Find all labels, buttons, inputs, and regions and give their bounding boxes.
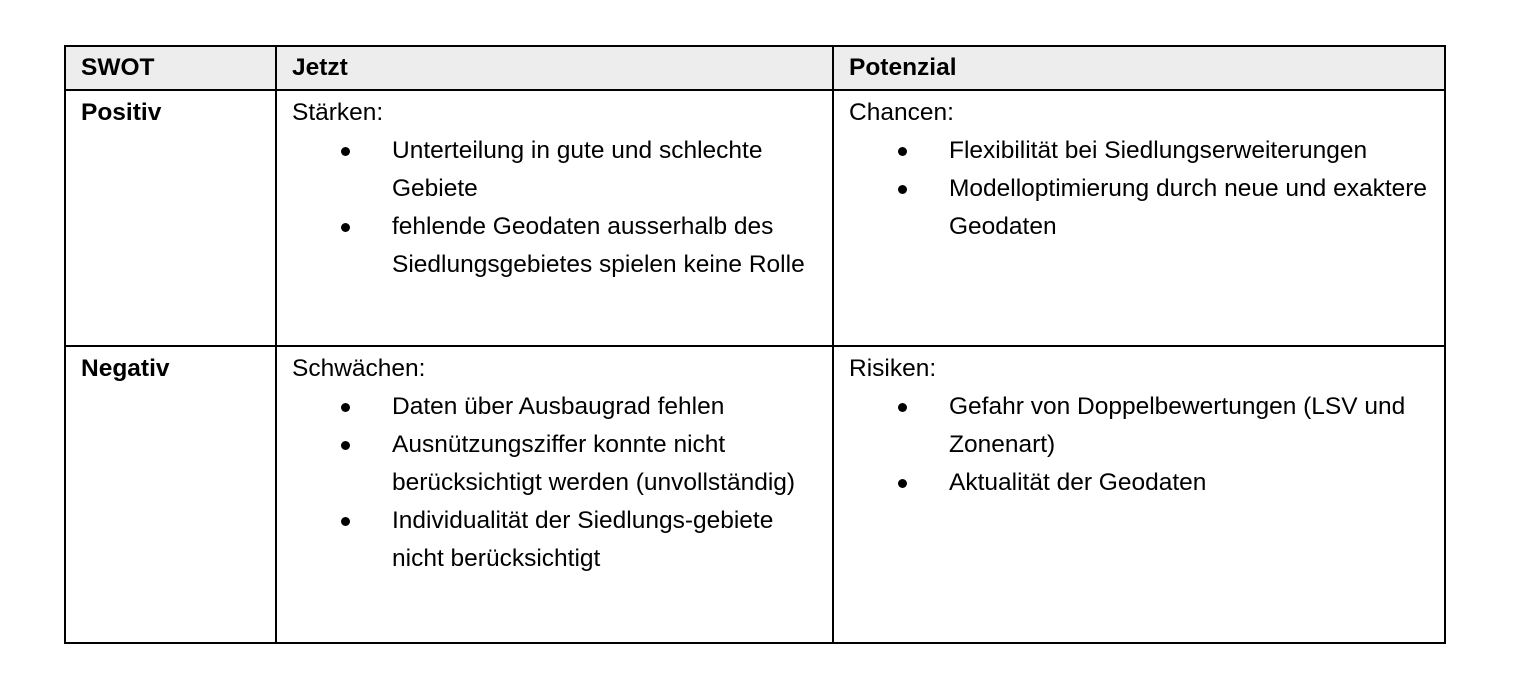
list-item-text: Daten über Ausbaugrad fehlen — [392, 393, 725, 420]
list-item — [392, 388, 822, 426]
list-item — [392, 426, 822, 502]
cell-schwaechen — [276, 346, 833, 643]
list-item — [949, 388, 1434, 464]
list-item-text: Aktualität der Geodaten — [949, 469, 1207, 496]
list-staerken — [292, 132, 822, 284]
list-chancen — [849, 132, 1434, 246]
list-item-text: Flexibilität bei Siedlungserweiterungen — [949, 137, 1368, 164]
list-item — [949, 132, 1434, 170]
cell-staerken — [276, 90, 833, 346]
table-body — [65, 90, 1445, 643]
list-item-text: Gefahr von Doppelbewertungen (LSV und Zonenart) — [949, 393, 1406, 458]
bullet-icon — [341, 403, 350, 412]
list-risiken — [849, 388, 1434, 502]
bullet-icon — [341, 441, 350, 450]
bullet-icon — [898, 185, 907, 194]
bullet-icon — [898, 479, 907, 488]
table-row-positive — [65, 90, 1445, 346]
list-item-text: Individualität der Siedlungs-gebiete nicht berücksichtigt — [392, 507, 774, 572]
header-swot: SWOT — [65, 46, 276, 90]
list-item-text: Unterteilung in gute und schlechte Gebiete — [392, 137, 763, 202]
bullet-icon — [341, 223, 350, 232]
header-jetzt: Jetzt — [276, 46, 833, 90]
heading-schwaechen: Schwächen: — [292, 355, 426, 382]
list-item-text: fehlende Geodaten ausserhalb des Siedlungsgebietes spielen keine Rolle — [392, 213, 805, 278]
row-label-positiv: Positiv — [65, 90, 276, 346]
cell-risiken — [833, 346, 1445, 643]
heading-chancen: Chancen: — [849, 99, 954, 126]
bullet-icon — [898, 147, 907, 156]
row-label-negativ: Negativ — [65, 346, 276, 643]
list-item-text: Modelloptimierung durch neue und exaktere Geodaten — [949, 175, 1428, 240]
bullet-icon — [341, 517, 350, 526]
heading-risiken: Risiken: — [849, 355, 937, 382]
heading-staerken: Stärken: — [292, 99, 384, 126]
cell-chancen — [833, 90, 1445, 346]
list-item — [392, 132, 822, 208]
list-item — [392, 208, 822, 284]
list-schwaechen — [292, 388, 822, 578]
bullet-icon — [898, 403, 907, 412]
list-item-text: Ausnützungsziffer konnte nicht berücksichtigt werden (unvollständig) — [392, 431, 796, 496]
bullet-icon — [341, 147, 350, 156]
header-row — [65, 46, 1445, 90]
table-header — [65, 46, 1445, 90]
header-potenzial: Potenzial — [833, 46, 1445, 90]
list-item — [949, 464, 1434, 502]
list-item — [392, 502, 822, 578]
swot-table — [64, 45, 1446, 644]
list-item — [949, 170, 1434, 246]
table-row-negative — [65, 346, 1445, 643]
